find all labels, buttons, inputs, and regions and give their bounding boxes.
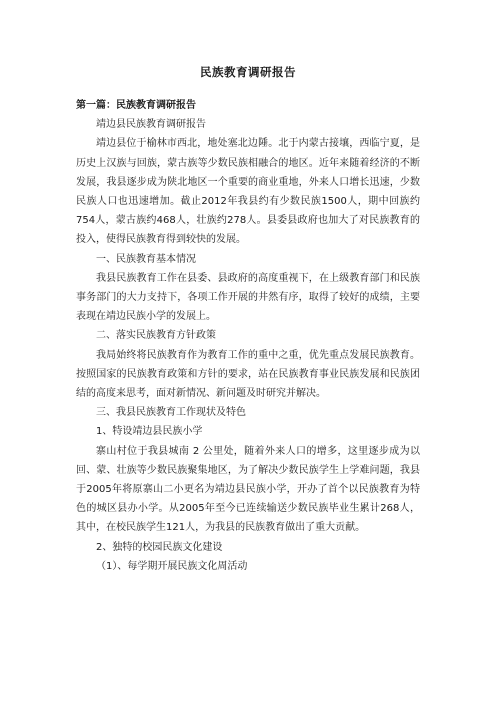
- intro-paragraph: 靖边县位于榆林市西北，地处塞北边陲。北于内蒙古接壤，西临宁夏，是历史上汉族与回族，蒙古族等少数民族相融合的地区。近年来随着经济的不断发展，我县逐步成为陕北地区一个重要的商业重地，外来人口增长迅速，少数民族人口也迅速增加。截止2012年我县约有少数民族1500人，期中回族约754人，蒙古族约468人，壮族约278人。县委县政府也加大了对民族教育的投入，使得民族教育得到较快的发展。: [76, 138, 420, 246]
- section-2-paragraph: 我局始终将民族教育作为教育工作的重中之重，优先重点发展民族教育。按照国家的民族教育政策和方针的要求，站在民族教育事业民族发展和民族团结的高度来思考，面对新情况、新问题及时研究并解决。: [76, 349, 420, 400]
- document-body: [76, 96, 420, 576]
- section-1-heading: 一、民族教育基本情况: [96, 253, 196, 265]
- subsection-1-heading: 1、特设靖边县民族小学: [96, 426, 203, 438]
- section-3-heading: 三、我县民族教育工作现状及特色: [96, 407, 246, 419]
- section-1-paragraph: 我县民族教育工作在县委、县政府的高度重视下，在上级教育部门和民族事务部门的大力支持下，各项工作开展的井然有序，取得了较好的成绩，主要表现在靖边民族小学的发展上。: [76, 272, 420, 323]
- subsection-2-heading: 2、独特的校园民族文化建设: [96, 541, 223, 553]
- document-title: 民族教育调研报告: [200, 65, 296, 79]
- section-heading: 第一篇：民族教育调研报告: [76, 100, 196, 111]
- section-2-heading: 二、落实民族教育方针政策: [96, 330, 216, 342]
- subtitle-paragraph: 靖边县民族教育调研报告: [96, 119, 206, 131]
- subsection-1-paragraph: 寨山村位于我县城南 2 公里处，随着外来人口的增多，这里逐步成为以回、蒙、壮族等少数民族聚集地区，为了解决少数民族学生上学难问题，我县于2005年将原寨山二小更名为靖边县民族小学，开办了首个以民族教育为特色的城区县办小学。从2005年至今已连续输送少数民族毕业生累计268人，其中，在校民族学生121人，为我县的民族教育做出了重大贡献。: [76, 445, 420, 534]
- list-item-heading: （1）、每学期开展民族文化周活动: [96, 560, 248, 572]
